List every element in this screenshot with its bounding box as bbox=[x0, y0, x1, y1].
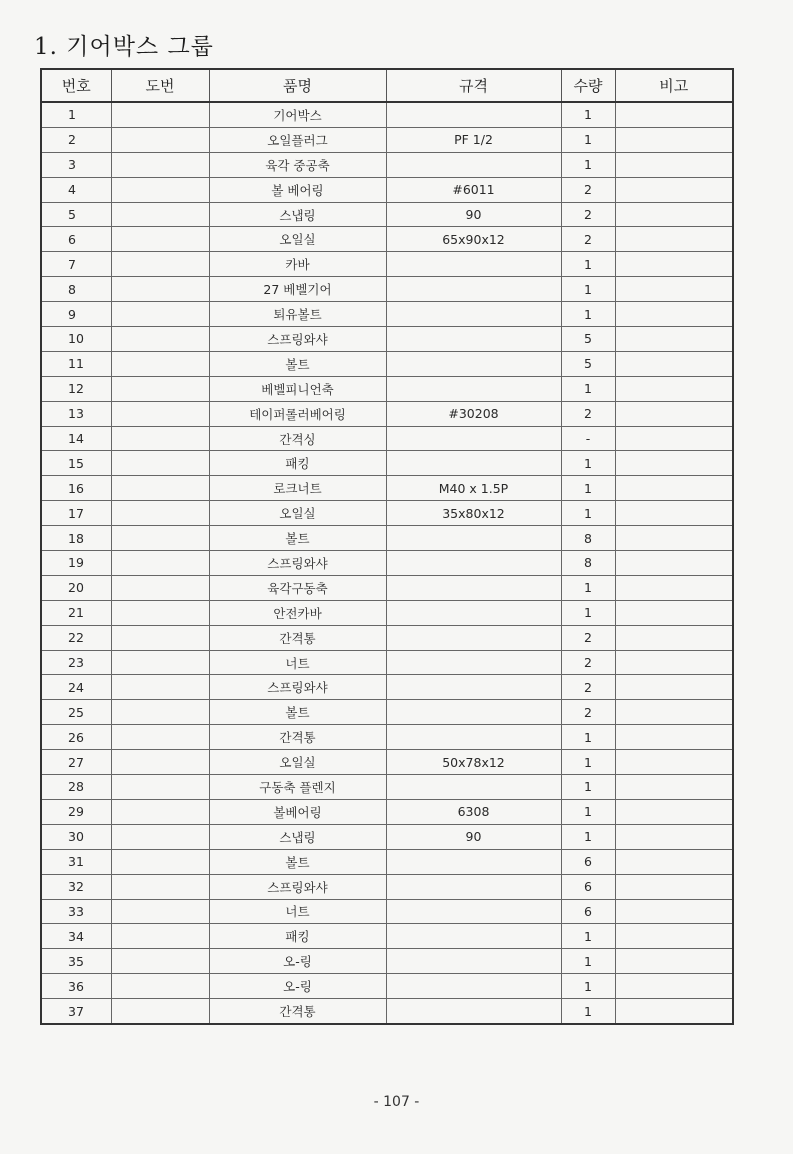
row-part-name: 패킹 bbox=[209, 924, 386, 949]
row-drawing-no bbox=[111, 277, 209, 302]
row-drawing-no bbox=[111, 949, 209, 974]
row-part-name: 오-링 bbox=[209, 949, 386, 974]
row-spec: PF 1/2 bbox=[386, 127, 561, 152]
row-spec bbox=[386, 974, 561, 999]
row-spec: 35x80x12 bbox=[386, 501, 561, 526]
row-remarks bbox=[615, 152, 733, 177]
row-spec bbox=[386, 650, 561, 675]
table-row bbox=[41, 949, 733, 974]
row-spec: 90 bbox=[386, 202, 561, 227]
row-quantity: 1 bbox=[561, 799, 615, 824]
table-row bbox=[41, 277, 733, 302]
header-remarks: 비고 bbox=[615, 69, 733, 102]
table-row bbox=[41, 849, 733, 874]
row-quantity: 1 bbox=[561, 600, 615, 625]
table-header-row bbox=[41, 69, 733, 102]
row-number: 29 bbox=[41, 799, 111, 824]
row-drawing-no bbox=[111, 700, 209, 725]
row-number: 30 bbox=[41, 824, 111, 849]
row-spec: #6011 bbox=[386, 177, 561, 202]
row-drawing-no bbox=[111, 924, 209, 949]
row-spec: 6308 bbox=[386, 799, 561, 824]
row-drawing-no bbox=[111, 750, 209, 775]
row-quantity: 1 bbox=[561, 127, 615, 152]
row-spec: 65x90x12 bbox=[386, 227, 561, 252]
row-number: 10 bbox=[41, 327, 111, 352]
row-spec bbox=[386, 152, 561, 177]
row-quantity: 1 bbox=[561, 775, 615, 800]
row-drawing-no bbox=[111, 551, 209, 576]
row-remarks bbox=[615, 227, 733, 252]
row-number: 19 bbox=[41, 551, 111, 576]
row-part-name: 27 베벨기어 bbox=[209, 277, 386, 302]
row-part-name: 기어박스 bbox=[209, 102, 386, 127]
table-row bbox=[41, 725, 733, 750]
row-part-name: 테이퍼롤러베어링 bbox=[209, 401, 386, 426]
row-remarks bbox=[615, 874, 733, 899]
row-number: 26 bbox=[41, 725, 111, 750]
row-drawing-no bbox=[111, 451, 209, 476]
table-row bbox=[41, 476, 733, 501]
table-row bbox=[41, 351, 733, 376]
row-quantity: - bbox=[561, 426, 615, 451]
row-number: 13 bbox=[41, 401, 111, 426]
table-row bbox=[41, 551, 733, 576]
row-quantity: 8 bbox=[561, 526, 615, 551]
row-spec bbox=[386, 451, 561, 476]
row-drawing-no bbox=[111, 501, 209, 526]
row-drawing-no bbox=[111, 327, 209, 352]
row-number: 3 bbox=[41, 152, 111, 177]
row-spec bbox=[386, 949, 561, 974]
row-spec bbox=[386, 277, 561, 302]
row-spec bbox=[386, 102, 561, 127]
row-remarks bbox=[615, 675, 733, 700]
row-quantity: 1 bbox=[561, 999, 615, 1024]
table-row bbox=[41, 451, 733, 476]
row-remarks bbox=[615, 277, 733, 302]
row-remarks bbox=[615, 725, 733, 750]
table-row bbox=[41, 526, 733, 551]
table-row bbox=[41, 974, 733, 999]
row-part-name: 볼 베어링 bbox=[209, 177, 386, 202]
table-row bbox=[41, 177, 733, 202]
row-remarks bbox=[615, 102, 733, 127]
row-number: 33 bbox=[41, 899, 111, 924]
table-row bbox=[41, 575, 733, 600]
header-no: 번호 bbox=[41, 69, 111, 102]
table-row bbox=[41, 252, 733, 277]
row-quantity: 1 bbox=[561, 102, 615, 127]
table-row bbox=[41, 426, 733, 451]
row-quantity: 2 bbox=[561, 625, 615, 650]
row-part-name: 오-링 bbox=[209, 974, 386, 999]
row-quantity: 1 bbox=[561, 725, 615, 750]
row-drawing-no bbox=[111, 899, 209, 924]
row-quantity: 8 bbox=[561, 551, 615, 576]
row-number: 4 bbox=[41, 177, 111, 202]
row-remarks bbox=[615, 775, 733, 800]
row-part-name: 간격통 bbox=[209, 725, 386, 750]
row-part-name: 스냅링 bbox=[209, 202, 386, 227]
row-part-name: 너트 bbox=[209, 650, 386, 675]
table-row bbox=[41, 600, 733, 625]
row-quantity: 1 bbox=[561, 302, 615, 327]
row-remarks bbox=[615, 302, 733, 327]
row-part-name: 볼트 bbox=[209, 700, 386, 725]
row-quantity: 2 bbox=[561, 227, 615, 252]
row-number: 23 bbox=[41, 650, 111, 675]
row-remarks bbox=[615, 202, 733, 227]
row-drawing-no bbox=[111, 650, 209, 675]
row-quantity: 2 bbox=[561, 650, 615, 675]
row-remarks bbox=[615, 974, 733, 999]
row-part-name: 볼트 bbox=[209, 526, 386, 551]
row-drawing-no bbox=[111, 202, 209, 227]
row-part-name: 볼베어링 bbox=[209, 799, 386, 824]
row-number: 20 bbox=[41, 575, 111, 600]
row-spec bbox=[386, 924, 561, 949]
row-number: 18 bbox=[41, 526, 111, 551]
row-quantity: 1 bbox=[561, 277, 615, 302]
row-part-name: 스프링와샤 bbox=[209, 551, 386, 576]
row-number: 28 bbox=[41, 775, 111, 800]
row-drawing-no bbox=[111, 874, 209, 899]
row-remarks bbox=[615, 376, 733, 401]
table-row bbox=[41, 327, 733, 352]
row-drawing-no bbox=[111, 974, 209, 999]
row-remarks bbox=[615, 924, 733, 949]
table-row bbox=[41, 874, 733, 899]
parts-table bbox=[40, 68, 734, 1025]
row-number: 5 bbox=[41, 202, 111, 227]
row-remarks bbox=[615, 600, 733, 625]
table-row bbox=[41, 302, 733, 327]
row-part-name: 로크너트 bbox=[209, 476, 386, 501]
row-quantity: 1 bbox=[561, 376, 615, 401]
row-number: 35 bbox=[41, 949, 111, 974]
row-quantity: 1 bbox=[561, 252, 615, 277]
row-spec bbox=[386, 725, 561, 750]
row-spec bbox=[386, 252, 561, 277]
row-part-name: 스프링와샤 bbox=[209, 675, 386, 700]
header-qty: 수량 bbox=[561, 69, 615, 102]
row-remarks bbox=[615, 426, 733, 451]
row-number: 37 bbox=[41, 999, 111, 1024]
table-row bbox=[41, 700, 733, 725]
row-part-name: 퇴유볼트 bbox=[209, 302, 386, 327]
row-number: 8 bbox=[41, 277, 111, 302]
row-quantity: 1 bbox=[561, 476, 615, 501]
row-number: 31 bbox=[41, 849, 111, 874]
table-row bbox=[41, 750, 733, 775]
row-remarks bbox=[615, 127, 733, 152]
row-part-name: 안전카바 bbox=[209, 600, 386, 625]
row-drawing-no bbox=[111, 849, 209, 874]
row-drawing-no bbox=[111, 575, 209, 600]
row-quantity: 1 bbox=[561, 750, 615, 775]
row-spec: 90 bbox=[386, 824, 561, 849]
row-drawing-no bbox=[111, 102, 209, 127]
row-drawing-no bbox=[111, 675, 209, 700]
row-remarks bbox=[615, 949, 733, 974]
table-row bbox=[41, 227, 733, 252]
row-remarks bbox=[615, 750, 733, 775]
row-part-name: 육각 중공축 bbox=[209, 152, 386, 177]
row-quantity: 5 bbox=[561, 351, 615, 376]
row-remarks bbox=[615, 824, 733, 849]
row-drawing-no bbox=[111, 625, 209, 650]
row-spec bbox=[386, 426, 561, 451]
table-row bbox=[41, 401, 733, 426]
row-quantity: 1 bbox=[561, 949, 615, 974]
row-number: 7 bbox=[41, 252, 111, 277]
row-remarks bbox=[615, 899, 733, 924]
row-drawing-no bbox=[111, 426, 209, 451]
row-quantity: 1 bbox=[561, 451, 615, 476]
row-quantity: 2 bbox=[561, 700, 615, 725]
row-remarks bbox=[615, 625, 733, 650]
row-number: 24 bbox=[41, 675, 111, 700]
row-number: 27 bbox=[41, 750, 111, 775]
table-row bbox=[41, 152, 733, 177]
row-remarks bbox=[615, 650, 733, 675]
row-part-name: 간격통 bbox=[209, 625, 386, 650]
row-spec bbox=[386, 575, 561, 600]
row-quantity: 1 bbox=[561, 824, 615, 849]
page-number: - 107 - bbox=[373, 1094, 420, 1110]
table-row bbox=[41, 376, 733, 401]
row-drawing-no bbox=[111, 775, 209, 800]
table-row bbox=[41, 799, 733, 824]
row-spec bbox=[386, 351, 561, 376]
header-spec: 규격 bbox=[386, 69, 561, 102]
row-part-name: 오일실 bbox=[209, 227, 386, 252]
row-spec bbox=[386, 376, 561, 401]
page-title: 1. 기어박스 그룹 bbox=[34, 34, 214, 60]
row-spec bbox=[386, 625, 561, 650]
row-drawing-no bbox=[111, 476, 209, 501]
row-number: 12 bbox=[41, 376, 111, 401]
row-quantity: 1 bbox=[561, 152, 615, 177]
table-row bbox=[41, 127, 733, 152]
row-spec: M40 x 1.5P bbox=[386, 476, 561, 501]
row-number: 6 bbox=[41, 227, 111, 252]
table-row bbox=[41, 102, 733, 127]
row-number: 22 bbox=[41, 625, 111, 650]
row-spec bbox=[386, 302, 561, 327]
row-number: 32 bbox=[41, 874, 111, 899]
table-row bbox=[41, 650, 733, 675]
row-number: 34 bbox=[41, 924, 111, 949]
row-part-name: 스프링와샤 bbox=[209, 327, 386, 352]
row-spec bbox=[386, 551, 561, 576]
row-drawing-no bbox=[111, 302, 209, 327]
row-quantity: 2 bbox=[561, 675, 615, 700]
table-row bbox=[41, 625, 733, 650]
row-quantity: 1 bbox=[561, 974, 615, 999]
row-drawing-no bbox=[111, 177, 209, 202]
row-number: 9 bbox=[41, 302, 111, 327]
row-part-name: 오일실 bbox=[209, 750, 386, 775]
row-quantity: 6 bbox=[561, 899, 615, 924]
row-quantity: 1 bbox=[561, 924, 615, 949]
row-drawing-no bbox=[111, 152, 209, 177]
row-quantity: 5 bbox=[561, 327, 615, 352]
row-remarks bbox=[615, 351, 733, 376]
header-name: 품명 bbox=[209, 69, 386, 102]
row-part-name: 너트 bbox=[209, 899, 386, 924]
row-part-name: 구동축 플렌지 bbox=[209, 775, 386, 800]
row-remarks bbox=[615, 799, 733, 824]
row-spec bbox=[386, 999, 561, 1024]
row-part-name: 간격통 bbox=[209, 999, 386, 1024]
row-drawing-no bbox=[111, 227, 209, 252]
row-remarks bbox=[615, 700, 733, 725]
row-number: 11 bbox=[41, 351, 111, 376]
row-number: 21 bbox=[41, 600, 111, 625]
row-drawing-no bbox=[111, 999, 209, 1024]
row-drawing-no bbox=[111, 725, 209, 750]
row-remarks bbox=[615, 999, 733, 1024]
table-row bbox=[41, 202, 733, 227]
row-part-name: 오일플러그 bbox=[209, 127, 386, 152]
row-drawing-no bbox=[111, 351, 209, 376]
row-spec bbox=[386, 675, 561, 700]
row-number: 2 bbox=[41, 127, 111, 152]
row-quantity: 1 bbox=[561, 575, 615, 600]
row-spec bbox=[386, 899, 561, 924]
row-quantity: 2 bbox=[561, 401, 615, 426]
row-part-name: 패킹 bbox=[209, 451, 386, 476]
row-part-name: 볼트 bbox=[209, 351, 386, 376]
row-remarks bbox=[615, 401, 733, 426]
row-drawing-no bbox=[111, 600, 209, 625]
row-drawing-no bbox=[111, 127, 209, 152]
row-quantity: 6 bbox=[561, 874, 615, 899]
row-part-name: 스프링와샤 bbox=[209, 874, 386, 899]
row-number: 14 bbox=[41, 426, 111, 451]
row-spec bbox=[386, 874, 561, 899]
row-spec bbox=[386, 775, 561, 800]
row-number: 1 bbox=[41, 102, 111, 127]
table-body bbox=[41, 102, 733, 1024]
row-drawing-no bbox=[111, 526, 209, 551]
row-remarks bbox=[615, 476, 733, 501]
row-number: 25 bbox=[41, 700, 111, 725]
row-quantity: 2 bbox=[561, 202, 615, 227]
row-spec: 50x78x12 bbox=[386, 750, 561, 775]
row-drawing-no bbox=[111, 799, 209, 824]
row-spec bbox=[386, 600, 561, 625]
row-remarks bbox=[615, 575, 733, 600]
table-row bbox=[41, 501, 733, 526]
table-row bbox=[41, 924, 733, 949]
row-number: 36 bbox=[41, 974, 111, 999]
table-row bbox=[41, 775, 733, 800]
row-remarks bbox=[615, 501, 733, 526]
row-remarks bbox=[615, 526, 733, 551]
row-spec bbox=[386, 700, 561, 725]
row-number: 15 bbox=[41, 451, 111, 476]
row-spec bbox=[386, 849, 561, 874]
table-row bbox=[41, 999, 733, 1024]
row-remarks bbox=[615, 252, 733, 277]
row-quantity: 2 bbox=[561, 177, 615, 202]
row-part-name: 볼트 bbox=[209, 849, 386, 874]
row-spec bbox=[386, 327, 561, 352]
row-remarks bbox=[615, 451, 733, 476]
row-number: 17 bbox=[41, 501, 111, 526]
row-part-name: 간격싱 bbox=[209, 426, 386, 451]
row-remarks bbox=[615, 551, 733, 576]
row-part-name: 육각구동축 bbox=[209, 575, 386, 600]
row-quantity: 6 bbox=[561, 849, 615, 874]
row-remarks bbox=[615, 177, 733, 202]
table-row bbox=[41, 675, 733, 700]
row-drawing-no bbox=[111, 252, 209, 277]
row-remarks bbox=[615, 849, 733, 874]
row-quantity: 1 bbox=[561, 501, 615, 526]
row-remarks bbox=[615, 327, 733, 352]
row-part-name: 오일실 bbox=[209, 501, 386, 526]
table-row bbox=[41, 899, 733, 924]
header-drawing: 도번 bbox=[111, 69, 209, 102]
row-drawing-no bbox=[111, 376, 209, 401]
row-part-name: 베벨피니언축 bbox=[209, 376, 386, 401]
table-row bbox=[41, 824, 733, 849]
row-drawing-no bbox=[111, 824, 209, 849]
row-part-name: 스냅링 bbox=[209, 824, 386, 849]
row-spec bbox=[386, 526, 561, 551]
row-drawing-no bbox=[111, 401, 209, 426]
row-part-name: 카바 bbox=[209, 252, 386, 277]
row-spec: #30208 bbox=[386, 401, 561, 426]
row-number: 16 bbox=[41, 476, 111, 501]
